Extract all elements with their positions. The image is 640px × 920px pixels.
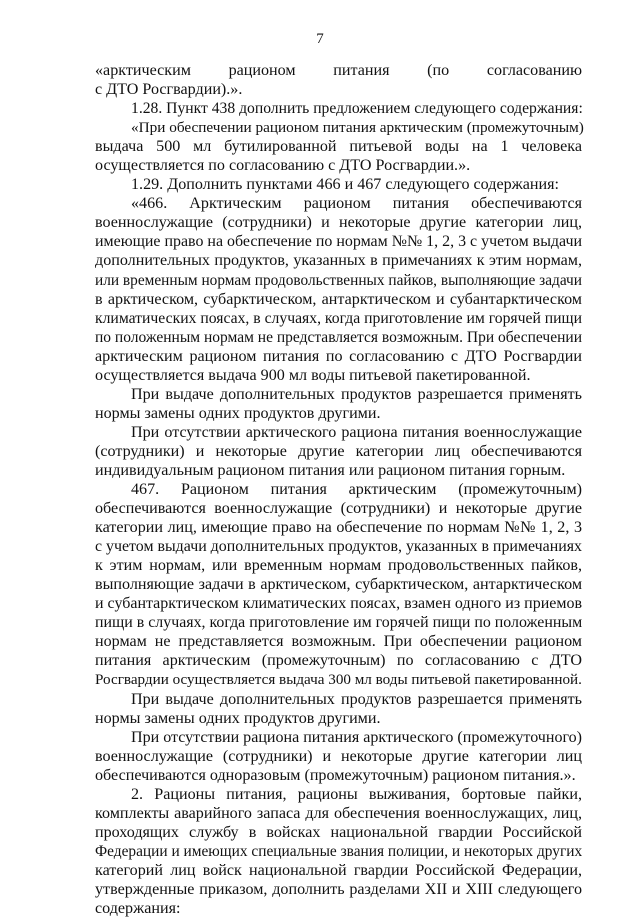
text-line: или временным нормам продовольственных пайков, выполняющие задачи xyxy=(95,271,582,289)
text-line: индивидуальным рационом питания или рационом питания горным. xyxy=(95,461,566,479)
text-line: пищи в случаях, когда приготовление им горячей пищи по положенным xyxy=(95,614,583,632)
text-line: питания арктическим (промежуточным) по согласованию с ДТО xyxy=(95,652,582,670)
text-line: нормам не представляется возможным. При обеспечении рационом xyxy=(95,633,582,651)
text-line: Росгвардии осуществляется выдача 300 мл воды питьевой пакетированной. xyxy=(95,671,582,688)
text-line: При выдаче дополнительных продуктов разрешается применять xyxy=(131,385,582,403)
text-line: категорий лиц войск национальной гвардии Российской Федерации, xyxy=(95,861,582,879)
text-line: с ДТО Росгвардии).». xyxy=(95,81,243,99)
text-line: климатических поясах, в случаях, когда приготовление им горячей пищи xyxy=(95,309,582,327)
text-line: обеспечиваются военнослужащие (сотрудники) и некоторые другие xyxy=(95,500,582,518)
text-line: утвержденные приказом, дополнить разделами XII и XIII следующего xyxy=(95,881,582,899)
text-line: комплекты аварийного запаса для обеспечения военнослужащих, лиц, xyxy=(95,804,582,822)
text-line: При отсутствии арктического рациона питания военнослужащие xyxy=(131,423,582,441)
text-line: нормы замены одних продуктов другими. xyxy=(95,709,381,727)
text-line: военнослужащие (сотрудники) и некоторые другие категории лиц, xyxy=(95,214,582,232)
text-line: содержания: xyxy=(95,900,181,918)
text-line: «арктическим рационом питания (по согласованию xyxy=(95,62,582,79)
text-line: При отсутствии рациона питания арктического (промежуточного) xyxy=(131,728,582,746)
text-line: имеющие право на обеспечение по нормам №№ 1, 2, 3 с учетом выдачи xyxy=(95,233,582,251)
text-line: и субантарктическом климатических поясах, взамен одного из приемов xyxy=(95,595,582,613)
text-line: обеспечиваются одноразовым (промежуточным) рационом питания.». xyxy=(95,766,576,784)
text-line: арктическим рационом питания по согласованию с ДТО Росгвардии xyxy=(95,347,582,365)
text-line: к этим нормам, или временным нормам продовольственных пайков, xyxy=(95,557,582,575)
text-line: При выдаче дополнительных продуктов разрешается применять xyxy=(131,690,582,708)
text-line: выдача 500 мл бутилированной питьевой воды на 1 человека xyxy=(95,138,582,156)
text-line: Федерации и имеющих специальные звания полиции, и некоторых других xyxy=(95,842,583,860)
text-line: с учетом выдачи дополнительных продуктов, указанных в примечаниях xyxy=(95,538,582,556)
document-body xyxy=(95,61,582,918)
text-line: выполняющие задачи в арктическом, субарктическом, антарктическом xyxy=(95,576,582,594)
text-line: «При обеспечении рационом питания арктическим (промежуточным) xyxy=(131,119,584,137)
text-line: проходящих службу в войсках национальной гвардии Российской xyxy=(95,823,582,841)
text-line: 1.29. Дополнить пунктами 466 и 467 следующего содержания: xyxy=(131,176,560,194)
text-line: «466. Арктическим рационом питания обеспечиваются xyxy=(131,195,582,213)
text-line: 2. Рационы питания, рационы выживания, бортовые пайки, xyxy=(131,785,582,803)
page-number: 7 xyxy=(316,31,324,47)
text-line: военнослужащие (сотрудники) и некоторые другие категории лиц xyxy=(95,747,582,765)
text-line: осуществляется по согласованию с ДТО Росгвардии.». xyxy=(95,157,471,175)
text-line: нормы замены одних продуктов другими. xyxy=(95,404,381,422)
text-line: 467. Рационом питания арктическим (промежуточным) xyxy=(131,481,582,499)
text-line: по положенным нормам не представляется возможным. При обеспечении xyxy=(95,328,582,346)
text-line: дополнительных продуктов, указанных в примечаниях к этим нормам, xyxy=(95,252,582,270)
text-line: 1.28. Пункт 438 дополнить предложением следующего содержания: xyxy=(131,100,583,118)
text-line: в арктическом, субарктическом, антарктическом и субантарктическом xyxy=(95,290,582,308)
text-line: осуществляется выдача 900 мл воды питьевой пакетированной. xyxy=(95,366,531,384)
text-line: категории лиц, имеющие право на обеспечение по нормам №№ 1, 2, 3 xyxy=(95,519,582,537)
text-line: (сотрудники) и некоторые другие категории лиц обеспечиваются xyxy=(95,442,582,460)
